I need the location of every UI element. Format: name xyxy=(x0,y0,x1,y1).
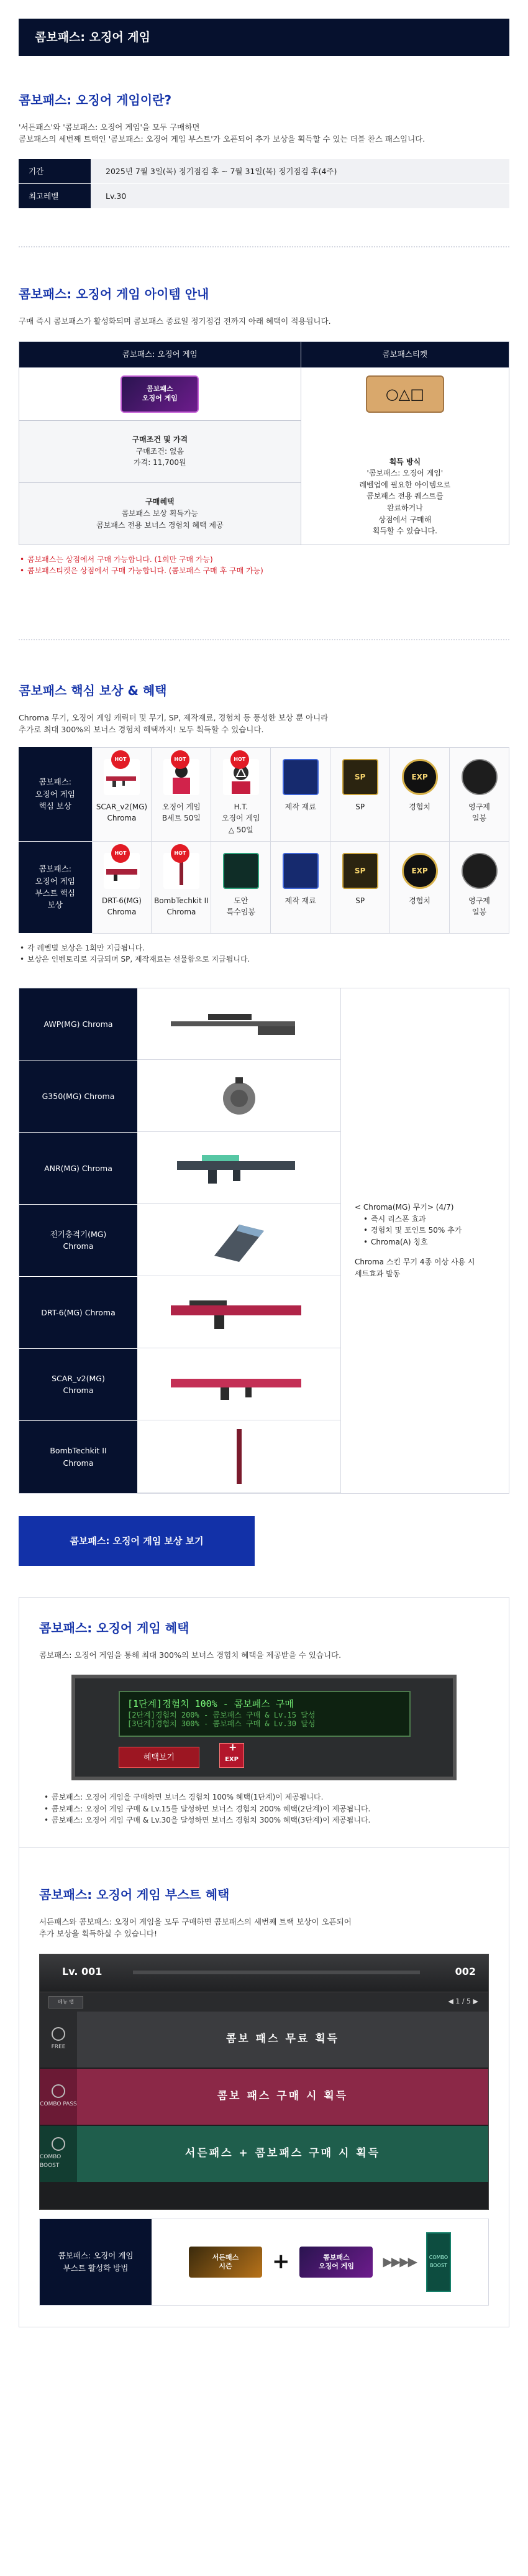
chroma-row xyxy=(19,1060,340,1133)
note-item: • 콤보패스티켓은 상점에서 구매 가능합니다. (콤보패스 구매 후 구매 가능) xyxy=(19,565,509,577)
reward-label: H.T. 오징어 게임 △ 50일 xyxy=(221,802,260,834)
benefit-panel xyxy=(19,1597,509,1848)
chroma-desc-list xyxy=(355,1213,495,1248)
scar-rifle-icon xyxy=(137,1349,340,1420)
purchase-title: 구매조건 및 가격 xyxy=(132,435,188,444)
chroma-row xyxy=(19,1133,340,1205)
intro-title: 콤보패스: 오징어 게임이란? xyxy=(19,93,172,108)
hot-badge: HOT xyxy=(111,750,130,769)
chroma-weapon-name: SCAR_v2(MG) Chroma xyxy=(19,1349,137,1420)
reward-cell xyxy=(211,841,271,933)
boost-desc-line: 서든패스와 콤보패스: 오징어 게임을 모두 구매하면 콤보패스의 세번째 트랙 보상이 오픈되어 xyxy=(39,1916,352,1926)
chroma-weapon-name: ANR(MG) Chroma xyxy=(19,1133,137,1204)
reward-label: SCAR_v2(MG) Chroma xyxy=(96,802,148,823)
obtain-line: 완료하거나 xyxy=(386,504,423,512)
note-item: • 콤보패스: 오징어 게임 구매 & Lv.15를 달성하면 보너스 경험치 200% 혜택(2단계)이 제공됩니다. xyxy=(43,1803,489,1815)
reward-label: 경험치 xyxy=(409,896,430,905)
rewards-desc-line: 추가로 최대 300%의 보너스 경험치 혜택까지! 모두 획득할 수 있습니다. xyxy=(19,725,264,735)
benefit-screenshot xyxy=(71,1675,457,1780)
bomb-kit-icon xyxy=(137,1421,340,1493)
reward-label: 영구제 일봉 xyxy=(468,896,490,917)
lock-icon xyxy=(462,853,498,889)
items-title: 콤보패스: 오징어 게임 아이템 안내 xyxy=(19,287,209,302)
combo-boost-badge-icon: COMBO BOOST xyxy=(426,2232,451,2292)
items-table xyxy=(19,341,509,545)
items-notes xyxy=(19,554,509,577)
info-row xyxy=(19,159,509,184)
exp-icon: EXP xyxy=(402,759,438,795)
view-rewards-button[interactable]: 콤보패스: 오징어 게임 보상 보기 xyxy=(19,1516,255,1566)
ht-character-icon xyxy=(223,756,259,795)
reward-cell xyxy=(330,841,390,933)
note-item: • 콤보패스는 상점에서 구매 가능합니다. (1회만 구매 가능) xyxy=(19,554,509,566)
rewards-title: 콤보패스 핵심 보상 & 혜택 xyxy=(19,683,167,698)
chroma-set-desc xyxy=(340,988,509,1493)
chroma-weapon-name: 전기충격기(MG) Chroma xyxy=(19,1205,137,1276)
reward-label: 제작 재료 xyxy=(284,802,316,811)
rewards-desc xyxy=(19,712,509,736)
purchase-line: 가격: 11,700원 xyxy=(134,458,186,467)
sniper-rifle-icon xyxy=(137,988,340,1060)
obtain-line: '콤보패스: 오징어 게임' xyxy=(366,469,444,478)
boost-panel xyxy=(19,1848,509,2327)
note-item: • 콤보패스: 오징어 게임을 구매하면 보너스 경험치 100% 혜택(1단계)이 제공됩니다. xyxy=(43,1792,489,1803)
intro-desc xyxy=(19,121,509,145)
combo-pass-card-icon: 콤보패스 오징어 게임 xyxy=(299,2247,373,2278)
chroma-weapon-name: BombTechkit II Chroma xyxy=(19,1421,137,1493)
obtain-line: 레벨업에 필요한 아이템으로 xyxy=(359,480,451,489)
boost-icon xyxy=(52,2137,65,2151)
screen-line: [3단계]경험치 300% - 콤보패스 구매 & Lv.30 달성 xyxy=(127,1719,316,1729)
lock-icon xyxy=(462,759,498,795)
rewards-table xyxy=(19,747,509,934)
combo-pass-card-icon: 콤보패스 오징어 게임 xyxy=(121,375,199,413)
lane-side-label: FREE xyxy=(51,2043,66,2050)
reward-label: SP xyxy=(355,896,365,905)
ticket-icon: ○△□ xyxy=(366,375,444,413)
reward-cell xyxy=(271,841,330,933)
benefit-screen xyxy=(119,1691,411,1737)
section-divider xyxy=(19,639,509,640)
boost-desc xyxy=(39,1916,489,1940)
info-row xyxy=(19,184,509,209)
lane-label: 서든패스 + 콤보패스 구매 시 획득 xyxy=(184,2147,381,2160)
hot-badge: HOT xyxy=(171,844,189,863)
lane-combo xyxy=(40,2069,488,2125)
grenade-icon xyxy=(137,1060,340,1132)
boost-desc-line: 추가 보상을 획득하실 수 있습니다! xyxy=(39,1929,157,1939)
reward-cell xyxy=(92,841,152,933)
reward-label: SP xyxy=(355,802,365,811)
reward-cell xyxy=(211,747,271,841)
lane-side-label: COMBO BOOST xyxy=(40,2153,61,2169)
obtain-line: 콤보패스 전용 퀘스트를 xyxy=(366,492,444,501)
intro-desc-line: 콤보패스의 세번째 트랙인 '콤보패스: 오징어 게임 부스트'가 오픈되어 추가 보상을 획득할 수 있는 더블 찬스 패스입니다. xyxy=(19,134,426,144)
chroma-footer-line: Chroma 스킨 무기 4종 이상 사용 시 xyxy=(355,1258,475,1267)
page-title: 콤보패스: 오징어 게임 xyxy=(19,19,509,56)
reward-cell xyxy=(390,747,450,841)
benefit-line: 콤보패스 전용 보너스 경험치 혜택 제공 xyxy=(96,520,224,530)
level-start: Lv. 001 xyxy=(62,1965,102,1977)
clock-icon xyxy=(52,2027,65,2041)
assault-rifle-icon xyxy=(137,1133,340,1204)
reward-cell xyxy=(450,747,509,841)
chroma-desc-item: • 경험치 및 포인트 50% 추가 xyxy=(355,1225,495,1236)
boost-method-label: 콤보패스: 오징어 게임 부스트 활성화 방법 xyxy=(40,2219,152,2305)
menu-tab[interactable]: 메뉴 탭 xyxy=(48,1996,83,2008)
rewards-notes xyxy=(19,942,509,965)
obtain-line: 상점에서 구매해 xyxy=(378,515,432,524)
plus-icon: + xyxy=(271,2249,290,2275)
items-section xyxy=(19,285,509,577)
exp-plus-icon: + EXP xyxy=(219,1743,244,1768)
chroma-row xyxy=(19,1277,340,1349)
sudden-pass-card-icon: 서든패스 시즌 xyxy=(189,2247,262,2278)
reward-row xyxy=(19,747,509,841)
bomb-kit-icon xyxy=(163,850,199,889)
lane-label: 콤보 패스 구매 시 획득 xyxy=(217,2090,348,2103)
reward-label: 제작 재료 xyxy=(284,896,316,905)
sp-icon: SP xyxy=(342,853,378,889)
boost-level-bar xyxy=(40,1954,488,1992)
benefit-view-button[interactable]: 혜택보기 xyxy=(119,1747,199,1768)
items-col-header: 콤보패스티켓 xyxy=(301,341,509,367)
ticket-cell xyxy=(301,367,509,545)
blueprint-icon xyxy=(223,853,259,889)
obtain-block xyxy=(306,456,504,537)
reward-label: 경험치 xyxy=(409,802,430,811)
benefit-title: 콤보패스: 오징어 게임 혜택 xyxy=(39,1620,189,1635)
combo-pass-card-cell xyxy=(19,367,301,420)
info-label: 기간 xyxy=(19,159,91,184)
chroma-desc-item: • 즉시 리스폰 효과 xyxy=(355,1213,495,1225)
rifle-icon xyxy=(104,850,140,889)
character-icon xyxy=(163,756,199,795)
material-icon xyxy=(283,759,319,795)
reward-row-header: 콤보패스: 오징어 게임 핵심 보상 xyxy=(19,747,92,841)
lane-free xyxy=(40,2012,488,2068)
reward-cell xyxy=(92,747,152,841)
boost-method xyxy=(39,2219,489,2306)
hot-badge: HOT xyxy=(111,844,130,863)
chroma-desc-title: < Chroma(MG) 무기> (4/7) xyxy=(355,1202,454,1212)
reward-cell xyxy=(330,747,390,841)
reward-label: 오징어 게임 B세트 50일 xyxy=(162,802,201,823)
benefit-desc: 콤보패스: 오징어 게임을 통해 최대 300%의 보너스 경험치 혜택을 제공받을 수 있습니다. xyxy=(39,1650,342,1660)
reward-label: 도안 특수임봉 xyxy=(226,896,255,917)
hot-badge: HOT xyxy=(171,750,189,769)
lane-label: 콤보 패스 무료 획득 xyxy=(225,2033,340,2046)
rewards-section xyxy=(19,681,509,1566)
section-divider xyxy=(19,246,509,247)
triangle-icon xyxy=(52,2084,65,2098)
sp-icon: SP xyxy=(342,759,378,795)
chroma-weapon-name: DRT-6(MG) Chroma xyxy=(19,1277,137,1348)
hot-badge: HOT xyxy=(230,750,249,769)
obtain-title: 획득 방식 xyxy=(389,457,421,466)
lane-side xyxy=(40,2069,77,2125)
benefit-line: 콤보패스 보상 획득가능 xyxy=(121,508,199,518)
items-desc: 구매 즉시 콤보패스가 활성화되며 콤보패스 종료일 정기점검 전까지 아래 혜택이 적용됩니다. xyxy=(19,316,331,326)
lane-side xyxy=(40,2012,77,2068)
lane-side-label: COMBO PASS xyxy=(40,2100,77,2107)
reward-cell xyxy=(152,841,211,933)
chroma-desc-footer xyxy=(355,1256,495,1279)
note-item: • 콤보패스: 오징어 게임 구매 & Lv.30을 달성하면 보너스 경험치 300% 혜택(3단계)이 제공됩니다. xyxy=(43,1815,489,1826)
boost-subbar xyxy=(40,1992,488,2012)
rifle-icon xyxy=(104,756,140,795)
pager[interactable]: ◀ 1 / 5 ▶ xyxy=(448,1997,478,2005)
chroma-desc-item: • Chroma(A) 칭호 xyxy=(355,1236,495,1248)
material-icon xyxy=(283,853,319,889)
chroma-row xyxy=(19,1421,340,1493)
lane-side xyxy=(40,2126,77,2182)
arrow-right-icon: ▶▶▶▶ xyxy=(383,2254,417,2270)
intro-section xyxy=(19,91,509,209)
purchase-cell xyxy=(19,420,301,482)
reward-label: BombTechkit II Chroma xyxy=(154,896,209,917)
screen-line: [1단계]경험치 100% - 콤보패스 구매 xyxy=(127,1698,294,1710)
screen-line: [2단계]경험치 200% - 콤보패스 구매 & Lv.15 달성 xyxy=(127,1711,316,1720)
reward-row-header: 콤보패스: 오징어 게임 부스트 핵심 보상 xyxy=(19,841,92,933)
chroma-footer-line: 세트효과 발동 xyxy=(355,1269,401,1278)
note-item: • 보상은 인벤토리로 지급되며 SP, 제작재료는 선물함으로 지급됩니다. xyxy=(19,954,509,965)
reward-label: DRT-6(MG) Chroma xyxy=(102,896,142,917)
chroma-row xyxy=(19,988,340,1060)
chroma-row xyxy=(19,1205,340,1277)
reward-cell xyxy=(390,841,450,933)
intro-info-table xyxy=(19,159,509,209)
benefit-cell xyxy=(19,482,301,545)
boost-title: 콤보패스: 오징어 게임 부스트 혜택 xyxy=(39,1887,230,1902)
drt6-rifle-icon xyxy=(137,1277,340,1348)
chroma-list xyxy=(19,988,340,1493)
chroma-weapon-name: AWP(MG) Chroma xyxy=(19,988,137,1060)
level-progress-track xyxy=(133,1971,420,1974)
lane-sudden xyxy=(40,2126,488,2182)
reward-row xyxy=(19,841,509,933)
info-value: 2025년 7월 3일(목) 정기점검 후 ~ 7월 31일(목) 정기점검 후(4주) xyxy=(91,159,509,184)
boost-method-body xyxy=(152,2219,488,2305)
note-item: • 각 레벨별 보상은 1회만 지급됩니다. xyxy=(19,942,509,954)
stun-gun-icon xyxy=(137,1205,340,1276)
reward-cell xyxy=(450,841,509,933)
items-col-header: 콤보패스: 오징어 게임 xyxy=(19,341,301,367)
benefit-notes xyxy=(39,1792,489,1826)
reward-cell xyxy=(152,747,211,841)
info-label: 최고레벨 xyxy=(19,184,91,209)
rewards-desc-line: Chroma 무기, 오징어 게임 캐릭터 및 무기, SP, 제작재료, 경험치 등 풍성한 보상 뿐 아니라 xyxy=(19,712,329,722)
benefit-title: 구매혜택 xyxy=(145,497,175,507)
info-value: Lv.30 xyxy=(91,184,509,209)
chroma-row xyxy=(19,1349,340,1421)
boost-screenshot xyxy=(39,1954,489,2210)
exp-icon: EXP xyxy=(402,853,438,889)
chroma-weapon-name: G350(MG) Chroma xyxy=(19,1060,137,1132)
obtain-line: 획득할 수 있습니다. xyxy=(372,527,437,536)
level-next: 002 xyxy=(455,1965,476,1977)
purchase-line: 구매조건: 없음 xyxy=(135,446,184,456)
intro-desc-line: '서든패스'와 '콤보패스: 오징어 게임'을 모두 구매하면 xyxy=(19,122,200,132)
reward-label: 영구제 일봉 xyxy=(468,802,490,823)
reward-cell xyxy=(271,747,330,841)
chroma-weapons-table xyxy=(19,988,509,1494)
